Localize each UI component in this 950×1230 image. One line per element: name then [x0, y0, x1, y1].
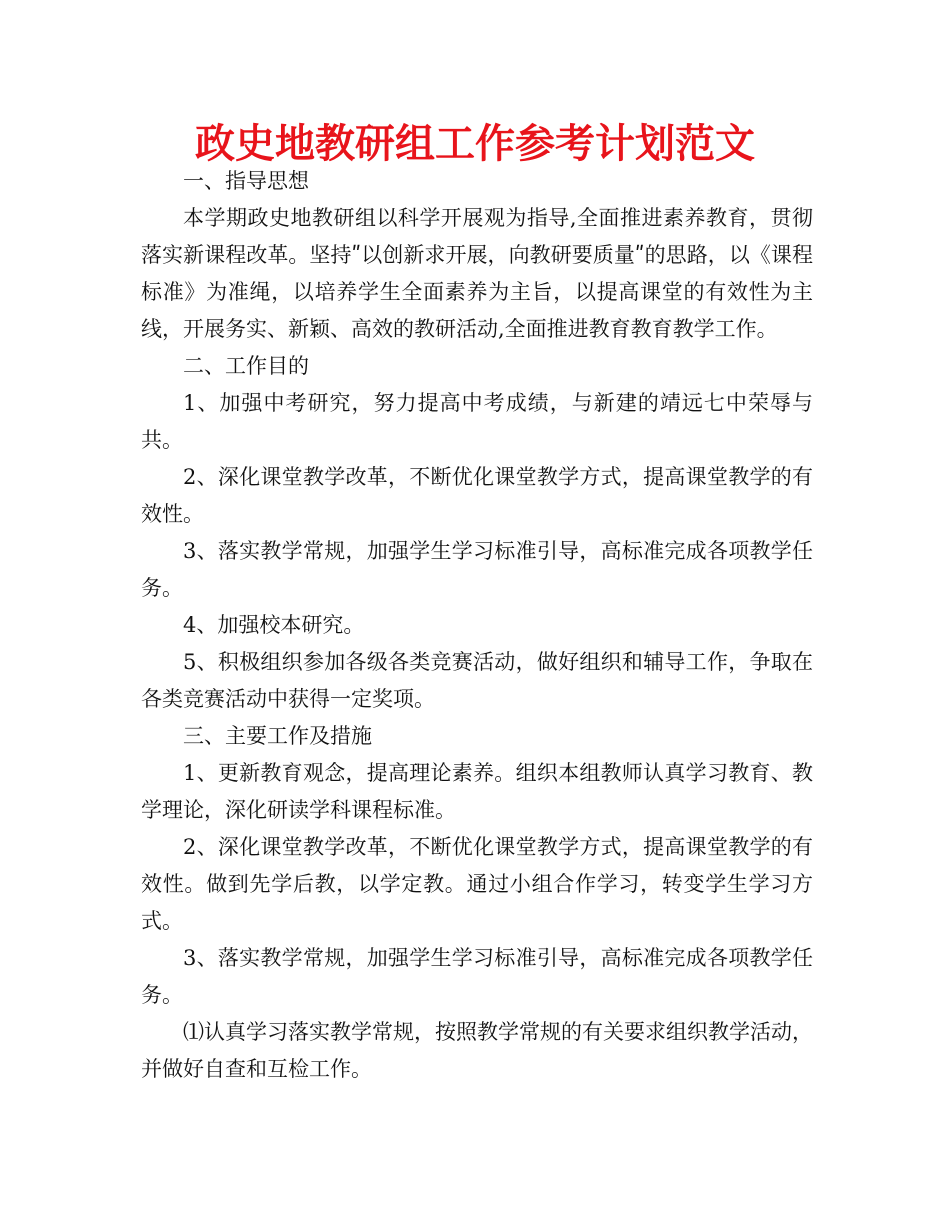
section-heading-work-goals: 二、工作目的: [183, 354, 309, 378]
goal-item-2: 2、深化课堂教学改革，不断优化课堂教学方式，提高课堂教学的有效性。: [141, 465, 813, 526]
goal-item-4: 4、加强校本研究。: [183, 613, 365, 637]
goal-item-3: 3、落实教学常规，加强学生学习标准引导，高标准完成各项教学任务。: [141, 539, 813, 600]
paragraph-guiding-ideology: 本学期政史地教研组以科学开展观为指导,全面推进素养教育，贯彻落实新课程改革。坚持ʺ以创新求开展，向教研要质量ʺ的思路，以《课程标准》为准绳，以培养学生全面素养为主旨，以提高课堂的有效性为主线，开展务实、新颖、高效的教研活动,全面推进教育教育教学工作。: [141, 206, 813, 341]
document-body: [141, 163, 813, 1088]
section-heading-guiding-ideology: 一、指导思想: [183, 169, 309, 193]
measure-item-1: 1、更新教育观念，提高理论素养。组织本组教师认真学习教育、教学理论，深化研读学科课程标准。: [141, 761, 813, 822]
measure-item-2: 2、深化课堂教学改革，不断优化课堂教学方式，提高课堂教学的有效性。做到先学后教，以学定教。通过小组合作学习，转变学生学习方式。: [141, 835, 813, 933]
goal-item-1: 1、加强中考研究，努力提高中考成绩，与新建的靖远七中荣辱与共。: [141, 391, 813, 452]
document-title: 政史地教研组工作参考计划范文: [195, 121, 755, 167]
goal-item-5: 5、积极组织参加各级各类竞赛活动，做好组织和辅导工作，争取在各类竞赛活动中获得一定奖项。: [141, 650, 813, 711]
section-heading-main-work: 三、主要工作及措施: [183, 724, 372, 748]
measure-item-3: 3、落实教学常规，加强学生学习标准引导，高标准完成各项教学任务。: [141, 946, 813, 1007]
measure-subitem-1: ⑴认真学习落实教学常规，按照教学常规的有关要求组织教学活动，并做好自查和互检工作。: [141, 1020, 813, 1081]
